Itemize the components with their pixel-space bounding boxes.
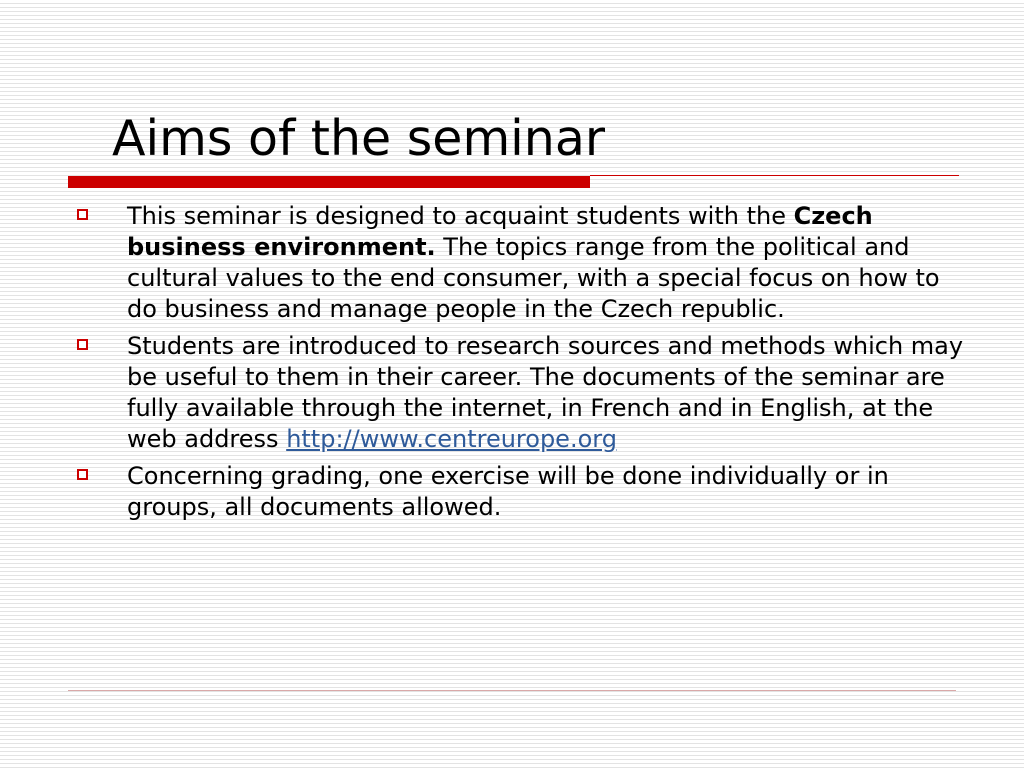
slide-title: Aims of the seminar	[112, 110, 606, 167]
footer-divider	[68, 690, 956, 691]
title-underline-thin	[590, 175, 959, 176]
bullet-text-intro: This seminar is designed to acquaint students with the	[127, 202, 794, 230]
bullet-text-sources: Students are introduced to research sources and methods which may be useful to them in their career. The documents of the seminar are fully available through the internet, in French and in English, at the web address	[127, 332, 964, 453]
bullet-list	[76, 201, 976, 529]
bullet-bold-phrase: Czech business environment.	[127, 202, 873, 261]
hollow-square-bullet-icon	[77, 209, 88, 220]
bullet-text-grading: Concerning grading, one exercise will be done individually or in groups, all documents allowed.	[127, 462, 889, 521]
title-underline-thick	[68, 176, 590, 188]
bullet-text-topics: The topics range from the political and cultural values to the end consumer, with a special focus on how to do business and manage people in the Czech republic.	[127, 233, 940, 323]
bullet-item-grading	[76, 461, 976, 523]
hollow-square-bullet-icon	[77, 469, 88, 480]
web-address-link[interactable]: http://www.centreurope.org	[286, 425, 617, 453]
hollow-square-bullet-icon	[77, 339, 88, 350]
bullet-item-research-sources	[76, 331, 976, 455]
bullet-item-seminar-description	[76, 201, 976, 325]
